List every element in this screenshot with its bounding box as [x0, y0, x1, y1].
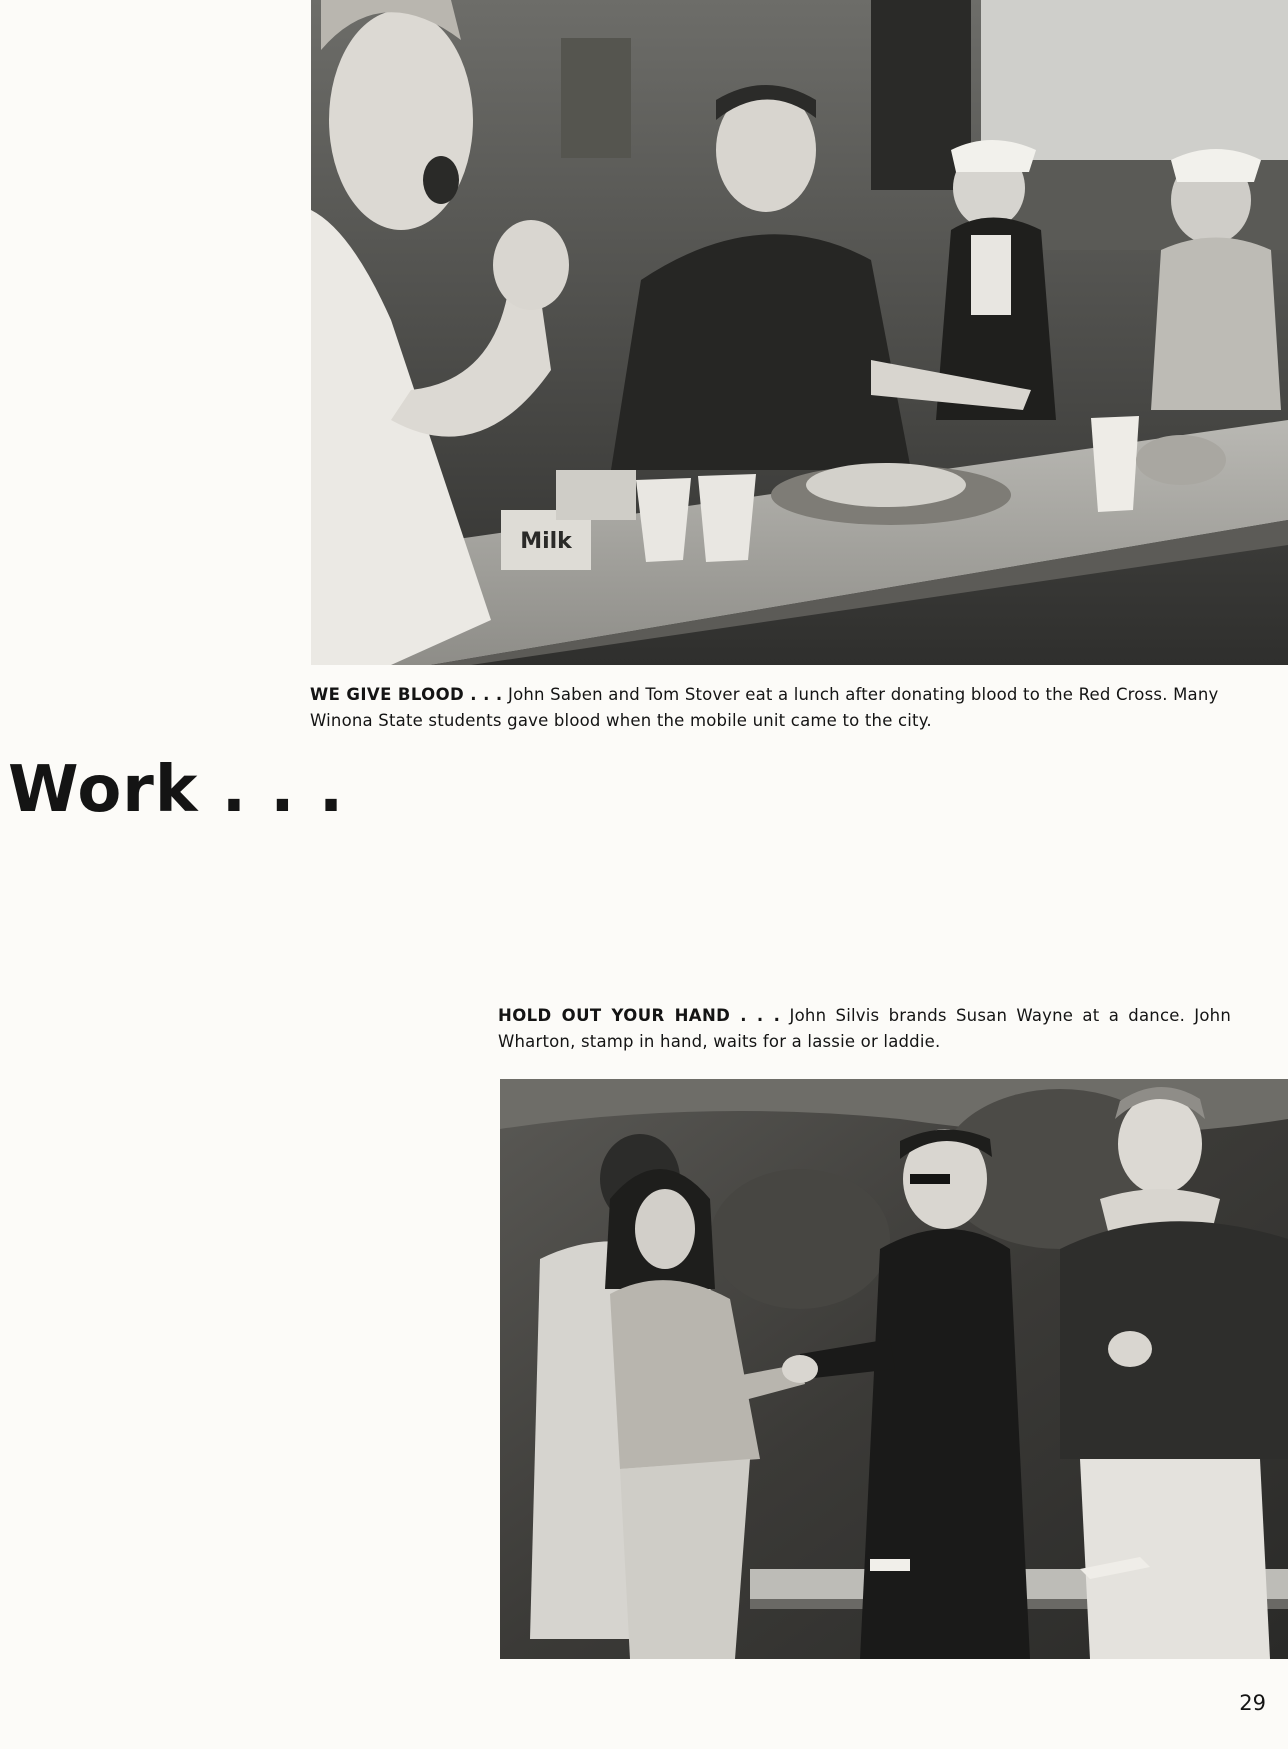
blood-donation-caption-text: John Saben and Tom Stover eat a lunch after donating blood to the Red Cross. Many Winona State students gave blood when the mobile unit came to the city. [310, 685, 1219, 730]
blood-donation-caption [310, 682, 1240, 734]
blood-donation-caption-lead: WE GIVE BLOOD . . . [310, 685, 503, 704]
page-number: 29 [1239, 1691, 1266, 1715]
dance-stamp-caption-text: John Silvis brands Susan Wayne at a dance. John Wharton, stamp in hand, waits for a lassie or laddie. [498, 1006, 1231, 1051]
blood-donation-photo [311, 0, 1288, 665]
dance-stamp-caption-lead: HOLD OUT YOUR HAND . . . [498, 1006, 781, 1025]
dance-stamp-caption [498, 1003, 1231, 1055]
blood-donation-photo-illustration [311, 0, 1288, 665]
section-heading: Work . . . [8, 753, 345, 827]
dance-stamp-photo-illustration [500, 1079, 1288, 1659]
milk-carton-label: Milk [520, 529, 572, 554]
dance-stamp-photo [500, 1079, 1288, 1659]
